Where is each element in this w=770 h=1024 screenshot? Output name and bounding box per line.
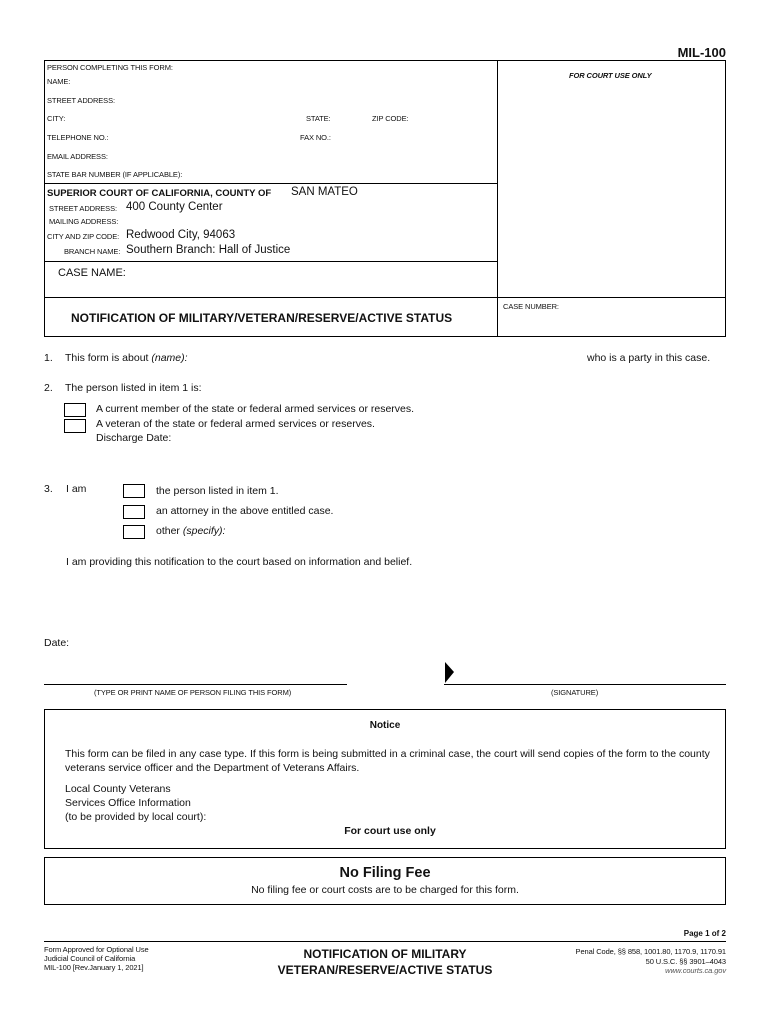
fax-label: FAX NO.: — [300, 133, 331, 142]
zip-label: ZIP CODE: — [372, 114, 409, 123]
printed-name-caption: (TYPE OR PRINT NAME OF PERSON FILING THIS FORM) — [94, 688, 292, 697]
approved-line-3: MIL-100 [Rev.January 1, 2021] — [44, 963, 144, 972]
case-number-input[interactable] — [503, 314, 721, 332]
item1-label — [65, 352, 188, 364]
veteran-checkbox[interactable] — [64, 419, 86, 433]
signature-line — [444, 684, 726, 685]
belief-statement: I am providing this notification to the court based on information and belief. — [66, 556, 413, 568]
email-input[interactable] — [112, 148, 492, 162]
approved-line-2: Judicial Council of California — [44, 954, 136, 963]
other-checkbox[interactable] — [123, 525, 145, 539]
court-use-label: FOR COURT USE ONLY — [569, 71, 652, 80]
footer-rule — [44, 941, 726, 942]
state-input[interactable] — [334, 110, 368, 124]
street-address-label: STREET ADDRESS: — [47, 96, 115, 105]
email-label: EMAIL ADDRESS: — [47, 152, 108, 161]
discharge-date-label: Discharge Date: — [96, 432, 172, 444]
other-label — [156, 525, 225, 537]
item1-name-hint: (name): — [151, 352, 188, 364]
city-label: CITY: — [47, 114, 66, 123]
item2-text: The person listed in item 1 is: — [65, 382, 202, 394]
telephone-input[interactable] — [112, 129, 296, 143]
footer-title-line-1: NOTIFICATION OF MILITARY — [303, 947, 467, 961]
item3-number: 3. — [44, 483, 53, 495]
court-city-value[interactable]: Redwood City, 94063 — [126, 229, 236, 241]
court-casename-divider — [44, 261, 498, 262]
signature-input[interactable] — [460, 664, 722, 682]
item1-number: 1. — [44, 352, 53, 364]
printed-name-input[interactable] — [48, 666, 344, 682]
veteran-label: A veteran of the state or federal armed services or reserves. — [96, 418, 375, 430]
city-input[interactable] — [70, 110, 300, 124]
court-branch-label: BRANCH NAME: — [64, 247, 121, 256]
name-label: NAME: — [47, 77, 71, 86]
header-left-border — [44, 60, 45, 337]
local-office-line-1: Local County Veterans — [65, 783, 171, 795]
case-name-label: CASE NAME: — [58, 267, 126, 279]
party-name-input[interactable] — [200, 350, 580, 366]
code-line-1: Penal Code, §§ 858, 1001.80, 1170.9, 1170.91 — [575, 947, 726, 956]
courts-website-link[interactable]: www.courts.ca.gov — [665, 966, 726, 975]
court-county[interactable]: SAN MATEO — [291, 186, 358, 198]
casename-title-divider — [44, 297, 726, 298]
state-label: STATE: — [306, 114, 331, 123]
court-title: SUPERIOR COURT OF CALIFORNIA, COUNTY OF — [47, 188, 272, 199]
attorney-checkbox[interactable] — [123, 505, 145, 519]
telephone-label: TELEPHONE NO.: — [47, 133, 109, 142]
notice-body: This form can be filed in any case type. If this form is being submitted in a criminal case, the court will send copies of the form to the county veterans service officer and the Department of Veterans Affairs. — [65, 748, 710, 774]
footer-title-line-2: VETERAN/RESERVE/ACTIVE STATUS — [277, 963, 493, 977]
court-use-only-label: For court use only — [344, 825, 436, 837]
item2-number: 2. — [44, 382, 53, 394]
other-specify-input[interactable] — [236, 523, 636, 539]
code-line-2: 50 U.S.C. §§ 3901–4043 — [645, 956, 726, 966]
header-top-border — [44, 60, 726, 61]
case-number-label: CASE NUMBER: — [503, 302, 559, 311]
notice-title: Notice — [369, 720, 401, 731]
bar-number-label: STATE BAR NUMBER (IF APPLICABLE): — [47, 170, 183, 179]
court-street-label: STREET ADDRESS: — [49, 204, 117, 213]
item1-text: This form is about — [65, 352, 149, 364]
attorney-label: an attorney in the above entitled case. — [156, 505, 334, 517]
page-number: Page 1 of 2 — [683, 929, 726, 938]
street-address-input[interactable] — [120, 92, 492, 106]
attorney-court-divider — [44, 183, 498, 184]
person-listed-checkbox[interactable] — [123, 484, 145, 498]
printed-name-line — [44, 684, 347, 685]
person-listed-label: the person listed in item 1. — [156, 485, 279, 497]
fax-input[interactable] — [334, 129, 492, 143]
legal-references — [576, 947, 726, 976]
person-completing-label: PERSON COMPLETING THIS FORM: — [47, 63, 173, 72]
court-city-label: CITY AND ZIP CODE: — [47, 232, 120, 241]
name-input[interactable] — [72, 73, 492, 87]
form-id: MIL-100 — [677, 45, 726, 60]
local-office-info — [65, 782, 206, 824]
filing-fee-text: No filing fee or court costs are to be charged for this form. — [251, 884, 519, 896]
signature-arrow-icon — [444, 661, 456, 685]
approved-line-1: Form Approved for Optional Use — [44, 945, 149, 954]
header-bottom-border — [44, 336, 726, 337]
current-member-label: A current member of the state or federal armed services or reserves. — [96, 403, 415, 415]
current-member-checkbox[interactable] — [64, 403, 86, 417]
zip-input[interactable] — [412, 110, 492, 124]
bar-number-input[interactable] — [190, 166, 492, 180]
court-street-value[interactable]: 400 County Center — [126, 201, 223, 213]
local-office-line-2: Services Office Information — [65, 797, 191, 809]
court-mailing-label: MAILING ADDRESS: — [49, 217, 119, 226]
date-input[interactable] — [76, 635, 276, 651]
item1-suffix: who is a party in this case. — [587, 352, 711, 364]
date-label: Date: — [44, 637, 70, 649]
local-office-line-3: (to be provided by local court): — [65, 811, 207, 823]
header-divider — [497, 60, 498, 337]
other-specify-hint: (specify): — [182, 525, 226, 537]
form-title: NOTIFICATION OF MILITARY/VETERAN/RESERVE/ACTIVE STATUS — [71, 311, 453, 325]
case-name-input[interactable] — [124, 266, 492, 282]
header-right-border — [725, 60, 726, 337]
item3-text: I am — [66, 483, 87, 495]
court-branch-value[interactable]: Southern Branch: Hall of Justice — [126, 244, 291, 256]
discharge-date-input[interactable] — [180, 430, 380, 446]
filing-fee-title: No Filing Fee — [339, 865, 431, 881]
other-text: other — [156, 525, 180, 537]
signature-caption: (SIGNATURE) — [551, 688, 599, 697]
